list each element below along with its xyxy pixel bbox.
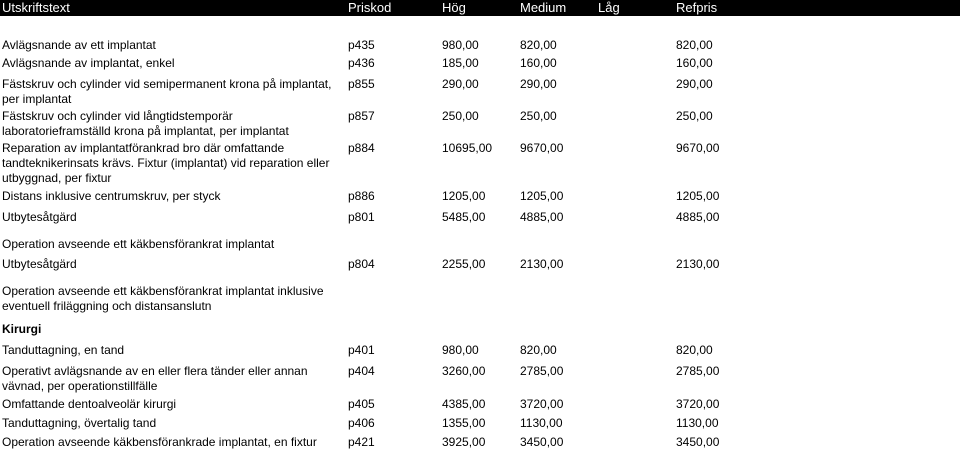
row-price-code: p406 — [348, 416, 375, 430]
row-reference-price: 2130,00 — [676, 257, 720, 271]
row-high: 3260,00 — [442, 364, 486, 378]
row-description: Utbytesåtgärd — [2, 210, 77, 224]
row-reference-price: 2785,00 — [676, 364, 720, 378]
row-description: Operation avseende ett käkbensförankrat implantat — [2, 237, 275, 251]
row-price-code: p404 — [348, 364, 375, 378]
row-price-code: p435 — [348, 38, 375, 52]
row-medium: 250,00 — [520, 109, 557, 123]
row-medium: 820,00 — [520, 38, 557, 52]
table-header — [0, 0, 960, 16]
row-high: 250,00 — [442, 109, 479, 123]
row-medium: 2785,00 — [520, 364, 564, 378]
row-high: 5485,00 — [442, 210, 486, 224]
row-reference-price: 160,00 — [676, 56, 713, 70]
header-description: Utskriftstext — [2, 0, 70, 15]
row-reference-price: 250,00 — [676, 109, 713, 123]
row-description: Avlägsnande av implantat, enkel — [2, 56, 175, 70]
row-description: Operation avseende ett käkbensförankrat implantat inklusive eventuell friläggning och distansanslutn — [2, 284, 324, 313]
row-high: 1205,00 — [442, 189, 486, 203]
row-price-code: p436 — [348, 56, 375, 70]
row-high: 1355,00 — [442, 416, 486, 430]
row-description: Avlägsnande av ett implantat — [2, 38, 156, 52]
row-reference-price: 1130,00 — [676, 416, 719, 430]
row-price-code: p801 — [348, 210, 375, 224]
row-price-code: p886 — [348, 189, 375, 203]
row-high: 4385,00 — [442, 397, 486, 411]
row-price-code: p405 — [348, 397, 375, 411]
row-high: 2255,00 — [442, 257, 486, 271]
row-medium: 9670,00 — [520, 141, 564, 155]
row-reference-price: 9670,00 — [676, 141, 720, 155]
row-medium: 3720,00 — [520, 397, 564, 411]
row-price-code: p857 — [348, 109, 375, 123]
row-price-code: p401 — [348, 343, 375, 357]
row-medium: 160,00 — [520, 56, 557, 70]
header-price-code: Priskod — [348, 0, 392, 15]
row-high: 980,00 — [442, 343, 479, 357]
row-description: Reparation av implantatförankrad bro där omfattande tandteknikerinsats krävs. Fixtur (implantat) vid reparation eller utbyggnad, per fixtur — [2, 141, 330, 185]
row-reference-price: 1205,00 — [676, 189, 720, 203]
row-price-code: p421 — [348, 435, 375, 449]
row-high: 185,00 — [442, 56, 479, 70]
row-reference-price: 820,00 — [676, 38, 713, 52]
row-description: Tanduttagning, övertalig tand — [2, 416, 157, 430]
header-high: Hög — [442, 0, 466, 15]
row-reference-price: 290,00 — [676, 77, 713, 91]
row-medium: 2130,00 — [520, 257, 564, 271]
row-high: 10695,00 — [442, 141, 493, 155]
row-high: 3925,00 — [442, 435, 486, 449]
row-description: Tanduttagning, en tand — [2, 343, 125, 357]
row-reference-price: 4885,00 — [676, 210, 720, 224]
row-reference-price: 3450,00 — [676, 435, 720, 449]
row-reference-price: 820,00 — [676, 343, 713, 357]
row-description: Fästskruv och cylinder vid långtidstemporär laboratorieframställd krona på implantat, per implantat — [2, 109, 289, 138]
row-medium: 3450,00 — [520, 435, 564, 449]
row-price-code: p884 — [348, 141, 375, 155]
section-title-surgery: Kirurgi — [2, 322, 42, 336]
row-medium: 1205,00 — [520, 189, 564, 203]
row-medium: 820,00 — [520, 343, 557, 357]
row-description: Operation avseende käkbensförankrade implantat, en fixtur — [2, 435, 317, 449]
row-description: Distans inklusive centrumskruv, per styck — [2, 189, 221, 203]
row-reference-price: 3720,00 — [676, 397, 720, 411]
row-medium: 290,00 — [520, 77, 557, 91]
row-description: Fästskruv och cylinder vid semipermanent krona på implantat, per implantat — [2, 77, 332, 106]
row-high: 290,00 — [442, 77, 479, 91]
header-reference-price: Refpris — [676, 0, 718, 15]
header-low: Låg — [598, 0, 620, 15]
row-description: Operativt avlägsnande av en eller flera tänder eller annan vävnad, per operationstillfälle — [2, 364, 308, 393]
row-price-code: p804 — [348, 257, 375, 271]
row-medium: 1130,00 — [520, 416, 563, 430]
row-price-code: p855 — [348, 77, 375, 91]
row-high: 980,00 — [442, 38, 479, 52]
row-description: Omfattande dentoalveolär kirurgi — [2, 397, 177, 411]
row-description: Utbytesåtgärd — [2, 257, 77, 271]
row-medium: 4885,00 — [520, 210, 564, 224]
header-medium: Medium — [520, 0, 567, 15]
